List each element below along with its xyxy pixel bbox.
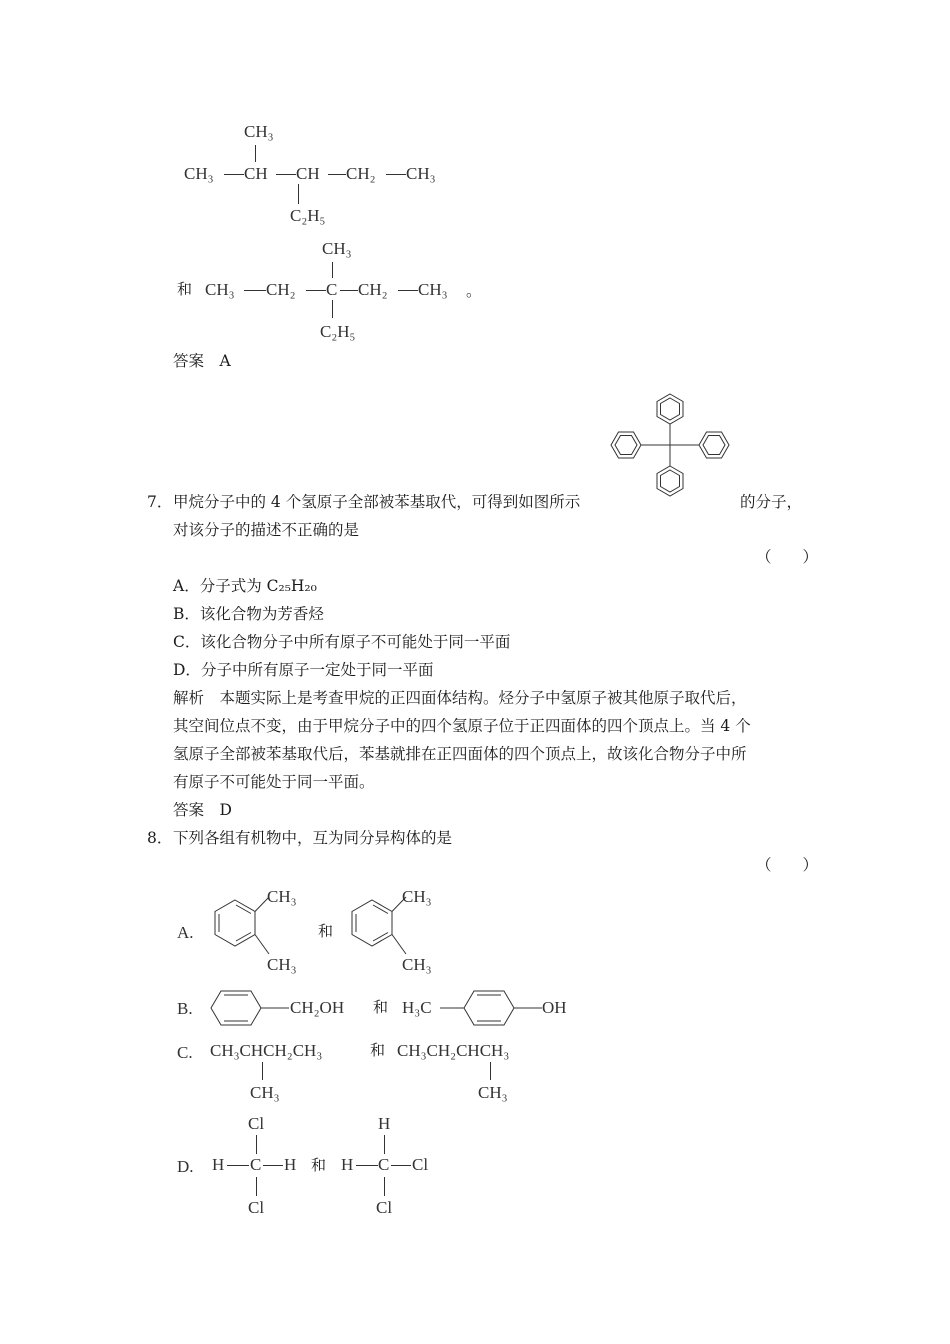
q7-analysis-line: 解析 本题实际上是考查甲烷的正四面体结构。烃分子中氢原子被其他原子取代后， — [173, 689, 747, 707]
bond — [386, 174, 406, 175]
q8-option-b-label: B. — [177, 999, 193, 1018]
q8-d-right-atom: H — [341, 1155, 354, 1174]
q8-a-left-top-methyl: CH₃ — [267, 887, 297, 906]
benzyl-alcohol-ring — [205, 985, 295, 1031]
bond — [384, 1135, 385, 1154]
bond — [262, 1062, 263, 1080]
and-word: 和 — [311, 1156, 327, 1174]
q7-option-a — [173, 579, 317, 595]
struct1-group: CH₃ — [406, 164, 436, 183]
bond — [356, 1165, 378, 1166]
q7-option-b — [173, 607, 324, 623]
bond — [398, 290, 418, 291]
q7-analysis-line: 有原子不可能处于同一平面。 — [173, 773, 375, 791]
bond — [263, 1165, 283, 1166]
period: 。 — [466, 282, 482, 300]
q8-d-left-atom: C — [250, 1155, 262, 1174]
struct1-group: CH — [244, 164, 268, 183]
option-label: D． — [173, 661, 201, 679]
q8-d-left-bottom-atom: Cl — [248, 1198, 265, 1217]
bond — [490, 1062, 491, 1080]
struct2-group: CH₃ — [418, 280, 448, 299]
bond — [276, 174, 296, 175]
bond — [256, 1135, 257, 1154]
q7-option-c — [173, 635, 510, 651]
and-word: 和 — [373, 998, 389, 1016]
q8-b-left-substituent: CH₂OH — [290, 998, 345, 1017]
bond — [332, 300, 333, 318]
q8-d-right-bottom-atom: Cl — [376, 1198, 393, 1217]
q8-d-left-atom: H — [212, 1155, 225, 1174]
struct2-group: C — [326, 280, 338, 299]
q8-stem: 下列各组有机物中，互为同分异构体的是 — [173, 829, 453, 847]
q8-option-d-label: D. — [177, 1157, 194, 1176]
q8-d-right-top-atom: H — [378, 1114, 391, 1133]
q8-c-left-branch: CH₃ — [250, 1083, 280, 1102]
bond — [391, 1165, 411, 1166]
option-text: 分子式为 C₂₅H₂₀ — [199, 577, 317, 595]
struct1-top-group: CH₃ — [244, 122, 274, 141]
q8-answer-paren: （ ） — [756, 856, 819, 874]
bond — [255, 145, 256, 162]
q7-option-d — [173, 663, 433, 679]
q8-option-c-label: C. — [177, 1043, 193, 1062]
q8-c-left-chain: CH₃CHCH₂CH₃ — [210, 1041, 323, 1060]
q8-number: 8． — [147, 829, 173, 847]
struct1-group: CH₂ — [346, 164, 376, 183]
bond — [332, 262, 333, 278]
bond — [224, 174, 244, 175]
q8-c-right-branch: CH₃ — [478, 1083, 508, 1102]
struct2-top-group: CH₃ — [322, 239, 352, 258]
option-text: 分子中所有原子一定处于同一平面 — [200, 661, 434, 679]
option-label: A． — [173, 577, 200, 595]
q8-option-a-label: A. — [177, 923, 194, 942]
struct2-group: CH₂ — [266, 280, 296, 299]
q8-b-right-hydroxyl: OH — [542, 998, 567, 1017]
q7-stem-part2: 的分子， — [740, 493, 803, 511]
tetraphenylmethane-structure — [605, 390, 735, 500]
answer-q6: 答案 A — [173, 352, 231, 370]
option-text: 该化合物为芳香烃 — [199, 605, 324, 623]
q8-c-right-chain: CH₃CH₂CHCH₃ — [397, 1041, 510, 1060]
struct1-group: CH — [296, 164, 320, 183]
q7-stem-part1: 甲烷分子中的 4 个氢原子全部被苯基取代，可得到如图所示 — [173, 493, 581, 511]
and-word: 和 — [177, 280, 193, 298]
q7-stem-line2: 对该分子的描述不正确的是 — [173, 521, 360, 539]
bond — [340, 290, 358, 291]
q7-analysis-line: 氢原子全部被苯基取代后，苯基就排在正四面体的四个顶点上，故该化合物分子中所 — [173, 745, 747, 763]
bond — [227, 1165, 249, 1166]
q8-d-right-atom: Cl — [412, 1155, 429, 1174]
option-label: C． — [173, 633, 201, 651]
struct1-group: CH₃ — [184, 164, 214, 183]
option-text: 该化合物分子中所有原子不可能处于同一平面 — [200, 633, 511, 651]
answer-q7: 答案 D — [173, 801, 232, 819]
q8-a-right-bottom-methyl: CH₃ — [402, 955, 432, 974]
q7-number: 7． — [147, 493, 173, 511]
bond — [306, 290, 326, 291]
q8-a-right-top-methyl: CH₃ — [402, 887, 432, 906]
q7-answer-paren: （ ） — [756, 548, 819, 566]
option-label: B． — [173, 605, 200, 623]
struct1-bottom-group: C₂H₅ — [290, 206, 326, 225]
bond — [298, 184, 299, 204]
struct2-group: CH₂ — [358, 280, 388, 299]
and-word: 和 — [370, 1041, 386, 1059]
and-word: 和 — [318, 922, 334, 940]
q8-b-right-methyl: H₃C — [402, 998, 432, 1017]
q7-analysis-line: 其空间位点不变，由于甲烷分子中的四个氢原子位于正四面体的四个顶点上。当 4 个 — [173, 717, 751, 735]
struct2-bottom-group: C₂H₅ — [320, 322, 356, 341]
bond — [256, 1177, 257, 1196]
struct2-group: CH₃ — [205, 280, 235, 299]
q8-a-left-bottom-methyl: CH₃ — [267, 955, 297, 974]
q8-d-left-atom: H — [284, 1155, 297, 1174]
q8-d-left-top-atom: Cl — [248, 1114, 265, 1133]
q8-d-right-atom: C — [378, 1155, 390, 1174]
bond — [384, 1177, 385, 1196]
bond — [244, 290, 266, 291]
bond — [328, 174, 346, 175]
p-cresol-ring — [440, 985, 550, 1031]
